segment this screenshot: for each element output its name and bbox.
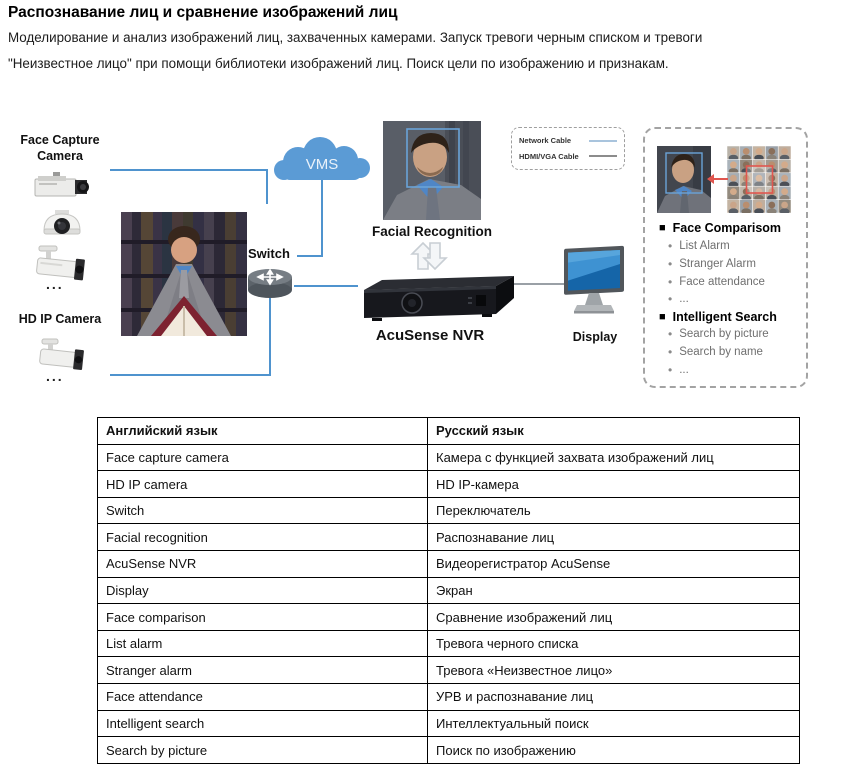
facial-recognition-label: Facial Recognition [371, 224, 493, 239]
cell-en: Face comparison [98, 604, 428, 631]
cable-hdip-to-switch [110, 374, 271, 376]
cell-en: Facial recognition [98, 524, 428, 551]
intelligent-search-header-text: Intelligent Search [672, 310, 777, 324]
cell-ru: Тревога «Неизвестное лицо» [428, 657, 800, 684]
facial-recognition-photo [383, 121, 481, 220]
cell-en: Display [98, 577, 428, 604]
dome-camera-icon [40, 209, 84, 238]
cell-en: AcuSense NVR [98, 551, 428, 578]
face-comparison-header-text: Face Comparisom [672, 221, 782, 235]
face-capture-camera-label: Face Capture Camera [20, 133, 100, 163]
network-cable-line-swatch [589, 140, 617, 142]
feature-text: Stranger Alarm [679, 258, 756, 270]
bullet-icon: • [668, 345, 673, 359]
bullet-icon: • [668, 239, 673, 253]
bullet-icon: • [668, 257, 673, 271]
cell-en: Switch [98, 497, 428, 524]
cable-legend [511, 127, 625, 170]
bullet-icon: • [668, 363, 673, 377]
column-header-russian: Русский язык [428, 418, 800, 445]
nvr-label: AcuSense NVR [375, 327, 485, 344]
column-header-english: Английский язык [98, 418, 428, 445]
table-row [98, 684, 800, 711]
cell-ru: Камера с функцией захвата изображений лиц [428, 444, 800, 471]
hd-ip-camera-label: HD IP Camera [18, 312, 102, 326]
network-cable-label: Network Cable [519, 136, 572, 146]
feature-text: Search by picture [679, 328, 769, 340]
list-item [668, 258, 756, 270]
table-row [98, 577, 800, 604]
cable-hdip-up [269, 298, 271, 376]
list-item [668, 240, 730, 252]
legend-hdmi-vga-cable [519, 152, 617, 161]
table-row [98, 444, 800, 471]
translation-table [97, 417, 800, 764]
more-cameras-ellipsis: ... [46, 276, 64, 292]
cell-en: List alarm [98, 630, 428, 657]
description-line-1: Моделирование и анализ изображений лиц, захваченных камерами. Запуск тревоги черным списком и тревоги [8, 30, 703, 45]
cell-en: Intelligent search [98, 710, 428, 737]
cable-switch-to-nvr [294, 285, 358, 287]
list-item [668, 293, 689, 305]
feature-text: Face attendance [679, 276, 765, 288]
cable-switch-stub [297, 255, 323, 257]
display-label: Display [572, 330, 618, 344]
description-line-2: "Неизвестное лицо" при помощи библиотеки изображений лиц. Поиск цели по изображению и признакам. [8, 56, 669, 71]
bullet-icon: • [668, 292, 673, 306]
cable-face-capture-to-switch [110, 169, 268, 171]
table-row [98, 497, 800, 524]
table-row [98, 524, 800, 551]
list-item [668, 328, 769, 340]
cell-ru: Распознавание лиц [428, 524, 800, 551]
face-comparison-header [659, 221, 781, 235]
cell-ru: Интеллектуальный поиск [428, 710, 800, 737]
cell-en: Face attendance [98, 684, 428, 711]
cell-ru: Переключатель [428, 497, 800, 524]
cell-en: HD IP camera [98, 471, 428, 498]
box-camera-icon [33, 171, 91, 201]
display-monitor-icon [562, 243, 628, 319]
section-square-icon: ■ [659, 221, 666, 234]
face-grid-photo [727, 146, 791, 213]
intelligent-search-header [659, 310, 777, 324]
vms-cloud-icon [268, 136, 376, 186]
cell-en: Face capture camera [98, 444, 428, 471]
bullet-icon: • [668, 327, 673, 341]
feature-text: ... [679, 293, 689, 305]
table-row [98, 604, 800, 631]
table-row [98, 710, 800, 737]
feature-text: ... [679, 364, 689, 376]
cell-ru: HD IP-камера [428, 471, 800, 498]
table-row [98, 551, 800, 578]
match-arrow-line [713, 178, 728, 180]
table-row [98, 737, 800, 764]
bullet-icon: • [668, 275, 673, 289]
hdmi-vga-cable-label: HDMI/VGA Cable [519, 151, 579, 161]
cell-ru: Поиск по изображению [428, 737, 800, 764]
cell-ru: Экран [428, 577, 800, 604]
transfer-arrows-icon [408, 241, 450, 271]
cell-ru: Сравнение изображений лиц [428, 604, 800, 631]
cell-ru: Тревога черного списка [428, 630, 800, 657]
feature-text: List Alarm [679, 240, 730, 252]
nvr-device-image [356, 268, 518, 326]
table-row [98, 657, 800, 684]
cable-nvr-to-display [514, 283, 566, 285]
page-title: Распознавание лиц и сравнение изображений лиц [8, 4, 398, 21]
more-cameras-ellipsis-2: ... [46, 368, 64, 384]
switch-label: Switch [248, 246, 290, 261]
list-item [668, 276, 765, 288]
cable-vms-to-switch [321, 180, 323, 257]
section-square-icon: ■ [659, 310, 666, 323]
feature-text: Search by name [679, 346, 763, 358]
cell-ru: Видеорегистратор AcuSense [428, 551, 800, 578]
list-item [668, 364, 689, 376]
table-row [98, 630, 800, 657]
cell-en: Stranger alarm [98, 657, 428, 684]
cell-ru: УРВ и распознавание лиц [428, 684, 800, 711]
man-reading-photo [121, 212, 247, 336]
table-row [98, 471, 800, 498]
matched-face-photo [657, 146, 711, 213]
svg-text:VMS: VMS [305, 156, 339, 173]
match-arrow-head-icon [707, 174, 714, 184]
switch-icon [246, 266, 294, 300]
list-item [668, 346, 763, 358]
legend-network-cable [519, 136, 617, 145]
hdmi-vga-cable-line-swatch [589, 155, 617, 157]
cell-en: Search by picture [98, 737, 428, 764]
table-header-row [98, 418, 800, 445]
